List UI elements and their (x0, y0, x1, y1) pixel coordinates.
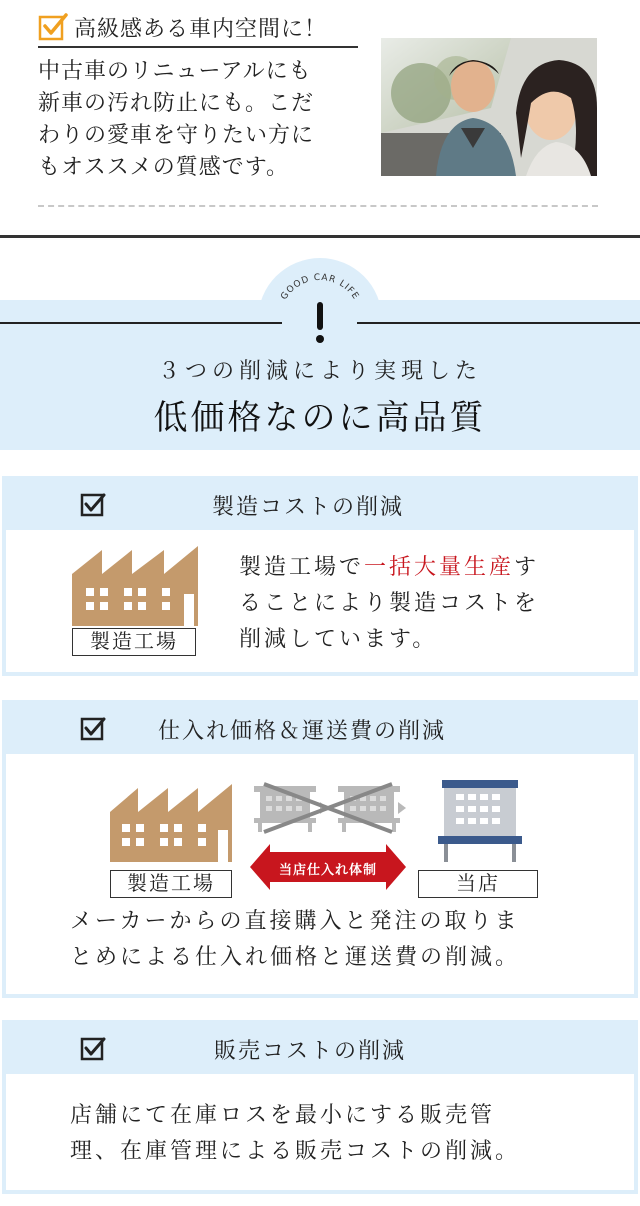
factory-icon (110, 784, 232, 862)
intro-heading (38, 8, 358, 48)
check-icon (80, 716, 106, 742)
factory-icon (72, 544, 198, 626)
reduction-card-manufacturing (2, 476, 638, 676)
intro-body-line: 新車の汚れ防止にも。こだ (38, 91, 315, 116)
warehouse-crossed-icon (250, 782, 406, 834)
banner-title: 低価格なのに高品質 (153, 398, 487, 438)
card-description (239, 550, 539, 658)
card-description (70, 1098, 520, 1170)
reduction-card-sales (2, 1020, 638, 1194)
intro-body-line: もオススメの質感です。 (38, 155, 290, 180)
dashed-divider (38, 205, 598, 207)
check-icon (80, 492, 106, 518)
description-text: 製造工場で (239, 555, 365, 580)
description-line: メーカーからの直接購入と発注の取りま (70, 909, 520, 934)
badge-text: GOOD CAR LIFE (279, 272, 361, 302)
card-header (6, 704, 634, 754)
card-title: 仕入れ価格＆運送費の削減 (158, 719, 447, 744)
description-line: 理、在庫管理による販売コストの削減。 (70, 1139, 521, 1164)
intro-body-line: 中古車のリニューアルにも (38, 59, 312, 84)
banner-subtitle: ３つの削減により実現した (157, 359, 482, 384)
couple-in-car-photo (381, 38, 597, 176)
card-title: 販売コストの削減 (214, 1039, 407, 1064)
description-line: 削減しています。 (239, 627, 438, 652)
card-header (6, 1024, 634, 1074)
banner-rule-left (0, 322, 282, 324)
factory-label: 製造工場 (72, 628, 196, 656)
card-header (6, 480, 634, 530)
highlight-text: 一括大量生産 (364, 555, 515, 580)
direct-purchase-label: 当店仕入れ体制 (278, 863, 377, 878)
check-icon (80, 1036, 106, 1062)
svg-text:GOOD CAR LIFE (279, 273, 360, 302)
description-line: ることにより製造コストを (239, 591, 540, 616)
shop-label: 当店 (418, 870, 538, 898)
check-icon (38, 13, 68, 41)
intro-section (0, 0, 640, 238)
description-text: す (514, 555, 540, 580)
reduction-card-purchasing (2, 700, 638, 998)
description-line (239, 550, 539, 586)
factory-label: 製造工場 (110, 870, 232, 898)
exclamation-icon (316, 302, 324, 343)
intro-body-line: わりの愛車を守りたい方に (38, 123, 315, 148)
description-line: 店舗にて在庫ロスを最小にする販売管 (70, 1103, 496, 1128)
card-title: 製造コストの削減 (212, 495, 405, 520)
section-divider (0, 235, 640, 238)
intro-heading-text: 高級感ある車内空間に！ (74, 16, 328, 42)
banner-rule-right (357, 322, 640, 324)
shop-building-icon (438, 780, 522, 864)
intro-body (38, 56, 368, 184)
description-line: とめによる仕入れ価格と運送費の削減。 (70, 945, 521, 970)
card-description (70, 904, 520, 976)
